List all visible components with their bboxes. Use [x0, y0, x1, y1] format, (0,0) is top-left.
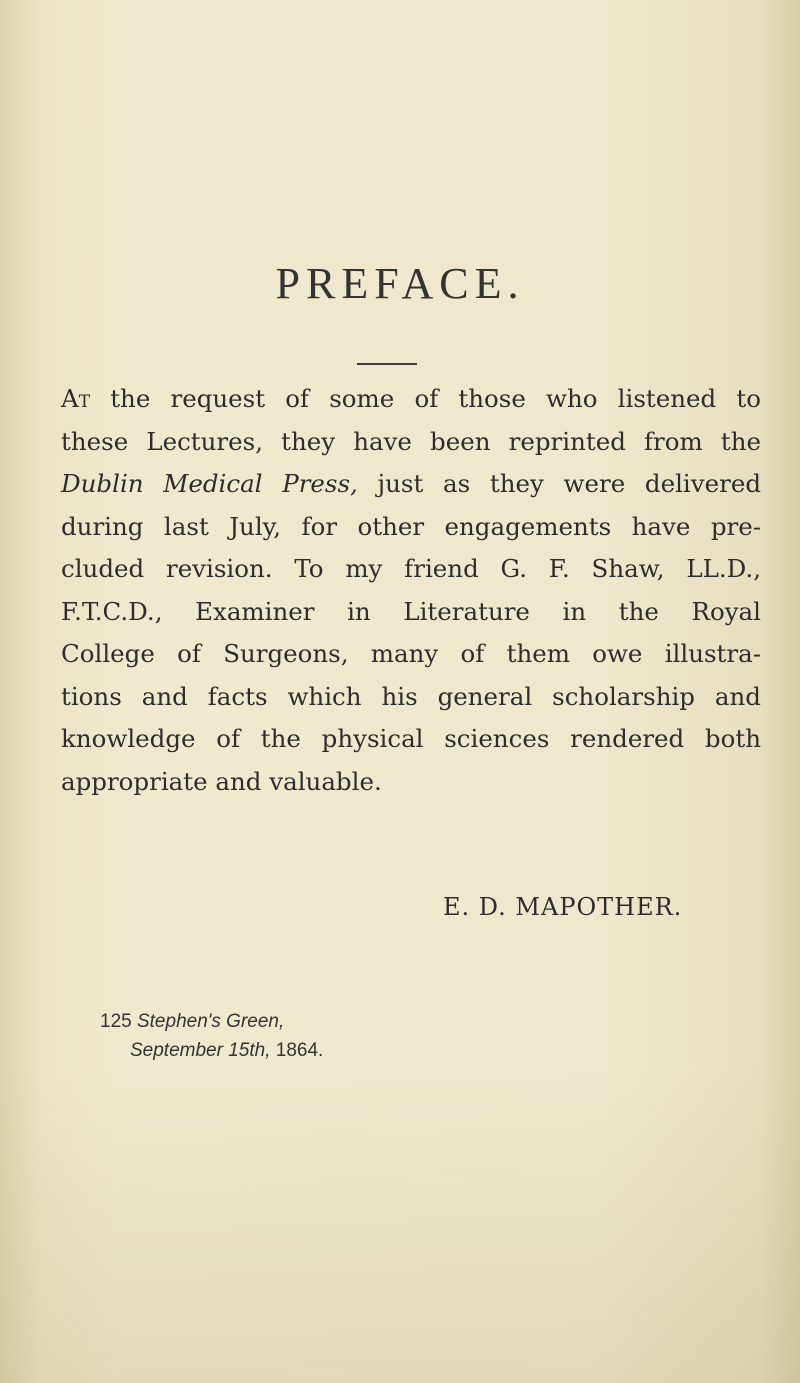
- date-month: September: [130, 1040, 223, 1061]
- author-signature: E. D. MAPOTHER.: [443, 893, 683, 921]
- text-run: F.T.C.D., Examiner in Literature in the Royal: [61, 596, 761, 626]
- address-place: Stephen's Green,: [136, 1011, 285, 1032]
- text-run: tions and facts which his general scholarship and: [61, 681, 761, 711]
- address-block: [100, 1007, 323, 1065]
- body-line: [61, 676, 761, 719]
- body-line: [61, 421, 761, 464]
- date-year: 1864.: [275, 1040, 324, 1061]
- body-line: [61, 378, 761, 421]
- body-line: [61, 548, 761, 591]
- text-run: these Lectures, they have been reprinted from the: [61, 426, 761, 456]
- text-run: just as they were delivered: [357, 469, 761, 498]
- address-number: 125: [100, 1011, 132, 1032]
- body-line: [61, 506, 761, 549]
- text-run: knowledge of the physical sciences rendered both: [61, 724, 761, 753]
- text-run: College of Surgeons, many of them owe illustra-: [61, 639, 761, 668]
- body-line: [61, 718, 761, 761]
- text-run: during last July, for other engagements have pre-: [61, 511, 761, 541]
- address-line-2: [100, 1036, 323, 1065]
- page-title: PREFACE.: [275, 259, 525, 308]
- text-run: appropriate and valuable.: [61, 766, 382, 796]
- address-line-1: [100, 1007, 323, 1036]
- body-line: [61, 633, 761, 676]
- text-run: cluded revision. To my friend G. F. Shaw, LL.D.,: [61, 554, 761, 583]
- title-rule: [357, 363, 417, 365]
- preface-body: [61, 378, 761, 803]
- text-run: At: [61, 384, 91, 413]
- text-run: Dublin Medical Press,: [61, 469, 358, 498]
- text-run: the request of some of those who listened to: [90, 384, 761, 413]
- body-line: [61, 761, 761, 804]
- body-line: [61, 463, 761, 506]
- date-day: 15th,: [228, 1040, 271, 1061]
- body-line: [61, 591, 761, 634]
